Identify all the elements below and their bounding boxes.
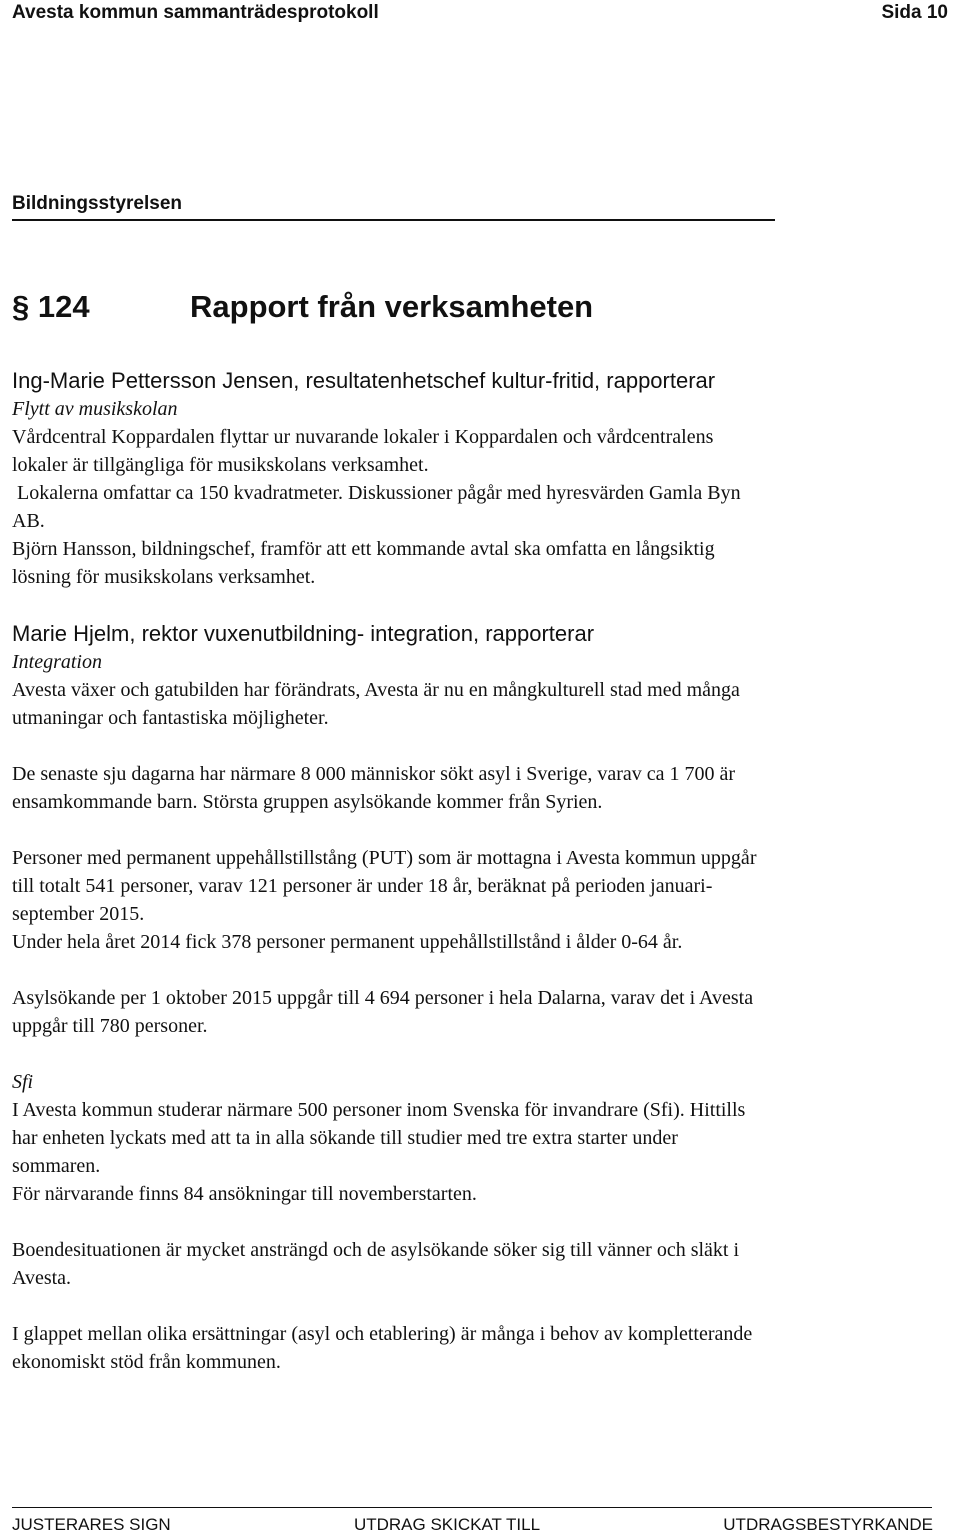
text-line: Björn Hansson, bildningschef, framför att ett kommande avtal ska omfatta en långsiktig [12,538,715,560]
paragraph [12,760,942,816]
text-line: Avesta växer och gatubilden har förändrats, Avesta är nu en mångkulturell stad med många [12,679,740,701]
text-line: lokaler är tillgängliga för musikskolans verksamhet. [12,454,429,476]
text-line: till totalt 541 personer, varav 121 personer är under 18 år, beräknat på perioden januari- [12,875,713,897]
footer-sign-label: JUSTERARES SIGN [12,1515,171,1534]
page-footer [12,1515,933,1535]
text-line: uppgår till 780 personer. [12,1015,208,1037]
section-heading [12,289,593,325]
page-number: Sida 10 [881,2,948,23]
paragraph [12,844,942,956]
footer-sent-label: UTDRAG SKICKAT TILL [353,1515,541,1534]
section-number: § 124 [12,289,90,324]
paragraph [12,1236,942,1292]
reporter-heading: Ing-Marie Pettersson Jensen, resultatenhetschef kultur-fritid, rapporterar [12,368,716,393]
paragraph [12,1096,942,1208]
text-line: har enheten lyckats med att ta in alla sökande till studier med tre extra starter under [12,1127,678,1149]
footer-certify-label: UTDRAGSBESTYRKANDE [723,1515,933,1534]
document-title: Avesta kommun sammanträdesprotokoll [12,2,379,23]
text-line: september 2015. [12,903,145,925]
topic-heading: Flytt av musikskolan [12,398,178,420]
text-line: I glappet mellan olika ersättningar (asyl och etablering) är många i behov av kompletterande [12,1323,753,1345]
topic-heading: Sfi [12,1071,34,1093]
text-line: lösning för musikskolans verksamhet. [12,566,316,588]
text-line: Avesta. [12,1267,72,1289]
text-line: De senaste sju dagarna har närmare 8 000 människor sökt asyl i Sverige, varav ca 1 700 är [12,763,736,785]
text-line: ekonomiskt stöd från kommunen. [12,1351,281,1373]
page-header [12,0,948,26]
text-line: AB. [12,510,45,532]
text-line: Boendesituationen är mycket ansträngd och de asylsökande söker sig till vänner och släkt i [12,1239,740,1261]
text-line: Vårdcentral Koppardalen flyttar ur nuvarande lokaler i Koppardalen och vårdcentralens [12,426,714,448]
department-name: Bildningsstyrelsen [12,193,182,214]
report-body [12,366,942,1376]
department-underline [12,219,775,221]
text-line: Personer med permanent uppehållstillstång (PUT) som är mottagna i Avesta kommun uppgår [12,847,757,869]
text-line: sommaren. [12,1155,101,1177]
text-line: Under hela året 2014 fick 378 personer permanent uppehållstillstånd i ålder 0-64 år. [12,931,683,953]
topic-heading: Integration [12,651,102,673]
text-line: Lokalerna omfattar ca 150 kvadratmeter. Diskussioner pågår med hyresvärden Gamla Byn [12,482,741,504]
text-line: Asylsökande per 1 oktober 2015 uppgår till 4 694 personer i hela Dalarna, varav det i Avesta [12,987,754,1009]
text-line: För närvarande finns 84 ansökningar till novemberstarten. [12,1183,477,1205]
footer-rule [12,1507,932,1508]
text-line: ensamkommande barn. Största gruppen asylsökande kommer från Syrien. [12,791,603,813]
paragraph [12,676,942,732]
section-title: Rapport från verksamheten [190,289,594,324]
paragraph [12,423,942,591]
reporter-heading: Marie Hjelm, rektor vuxenutbildning- integration, rapporterar [12,621,595,646]
paragraph [12,1320,942,1376]
text-line: utmaningar och fantastiska möjligheter. [12,707,329,729]
text-line: I Avesta kommun studerar närmare 500 personer inom Svenska för invandrare (Sfi). Hittills [12,1099,746,1121]
paragraph [12,984,942,1040]
